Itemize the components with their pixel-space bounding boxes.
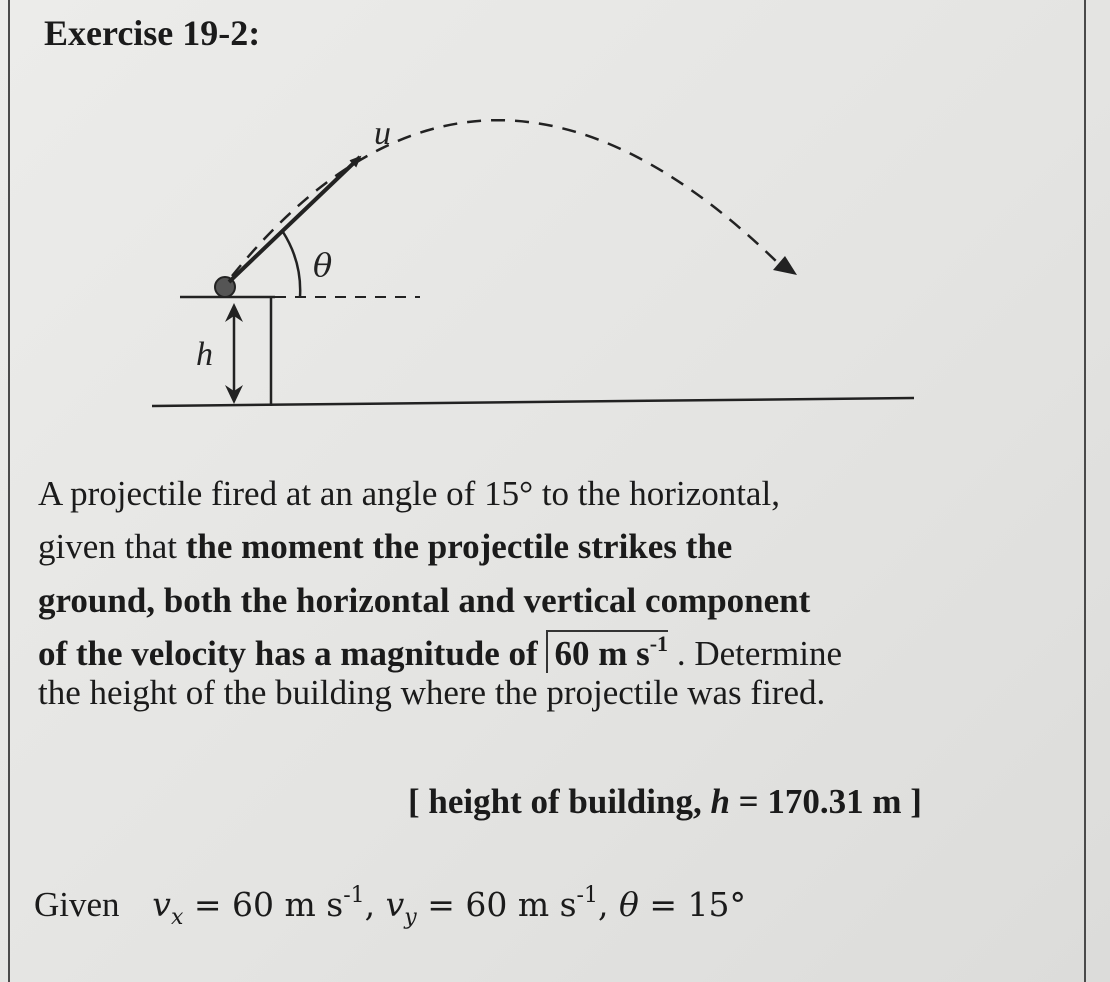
problem-line-5: the height of the building where the projectile was fired. xyxy=(38,673,826,712)
angle-arc xyxy=(283,232,300,297)
projectile-diagram xyxy=(0,0,1110,470)
problem-line-3: ground, both the horizontal and vertical component xyxy=(38,581,811,620)
velocity-magnitude: 60 m $s^{-1}$ xyxy=(546,630,668,673)
angle-value: 15° xyxy=(484,474,534,513)
given-equations: $v_x = 60$ m $s^{-1}$, $v_y = 60$ m $s^{-1}$, θ = 15° xyxy=(152,883,746,930)
problem-line-2: given that the moment the projectile strikes the xyxy=(38,527,733,566)
velocity-label: u xyxy=(374,115,391,152)
trajectory-arrow-head xyxy=(773,256,797,275)
problem-line-4: of the velocity has a magnitude of 60 m $s^{-1}$ . Determine xyxy=(38,631,843,673)
exercise-title: Exercise 19-2: xyxy=(44,13,261,53)
angle-label: θ xyxy=(313,246,333,284)
answer-line: [ height of building, h = 170.31 m ] xyxy=(408,782,922,821)
velocity-vector xyxy=(229,157,360,282)
height-label: h xyxy=(196,336,213,373)
problem-line-1: A projectile fired at an angle of 15° to the horizontal, xyxy=(38,474,780,513)
given-label: Given xyxy=(34,885,120,924)
ground-line xyxy=(152,398,914,406)
given-line xyxy=(34,883,746,930)
